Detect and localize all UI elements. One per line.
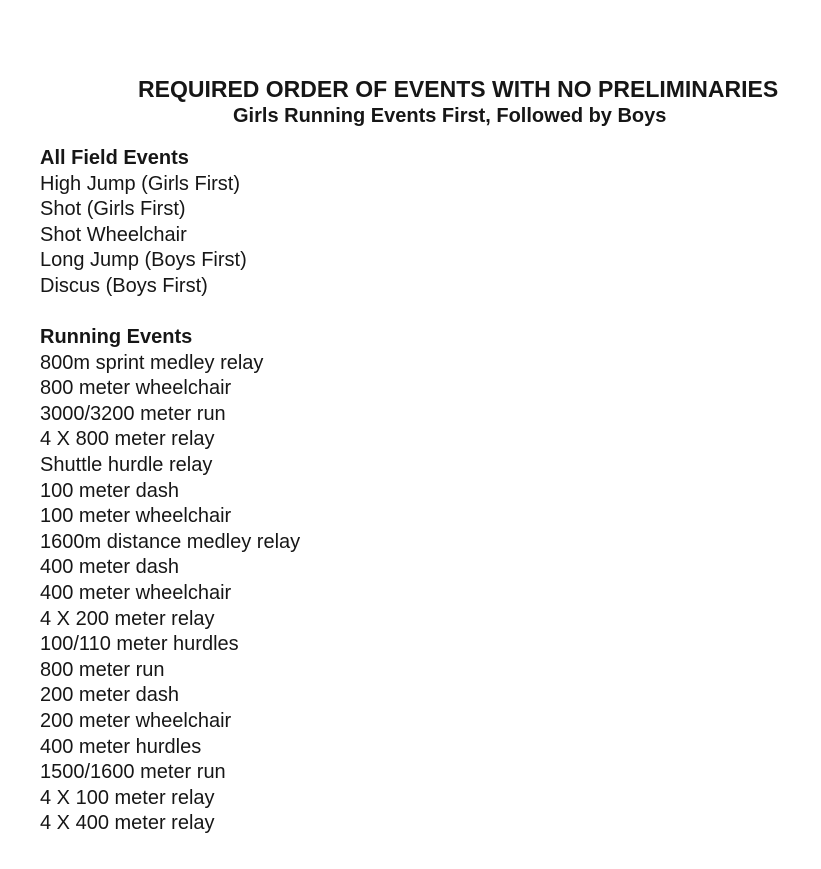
- running-event-item: 4 X 400 meter relay: [40, 812, 215, 835]
- running-event-item: 400 meter dash: [40, 556, 179, 579]
- field-events-heading: All Field Events: [40, 147, 189, 169]
- running-event-item: 200 meter dash: [40, 684, 179, 707]
- running-event-item: 1600m distance medley relay: [40, 530, 301, 553]
- running-event-item: 100 meter dash: [40, 479, 179, 502]
- running-event-item: 100/110 meter hurdles: [40, 633, 239, 656]
- document-title: REQUIRED ORDER OF EVENTS WITH NO PRELIMINARIES: [138, 76, 779, 102]
- running-event-item: 400 meter wheelchair: [40, 581, 232, 604]
- field-events-list: [40, 172, 247, 300]
- field-event-item: Long Jump (Boys First): [40, 249, 247, 272]
- field-event-item: Discus (Boys First): [40, 274, 208, 297]
- running-event-item: 4 X 200 meter relay: [40, 607, 215, 630]
- field-event-item: Shot (Girls First): [40, 198, 186, 221]
- running-event-item: 200 meter wheelchair: [40, 709, 232, 732]
- field-events-section: [40, 146, 247, 300]
- document-subtitle: Girls Running Events First, Followed by Boys: [233, 105, 667, 127]
- running-events-section: [40, 325, 300, 837]
- running-event-item: 4 X 800 meter relay: [40, 428, 215, 451]
- running-event-item: 100 meter wheelchair: [40, 505, 232, 528]
- running-event-item: 800 meter run: [40, 658, 165, 681]
- running-event-item: 1500/1600 meter run: [40, 761, 226, 784]
- running-event-item: 4 X 100 meter relay: [40, 786, 215, 809]
- field-event-item: Shot Wheelchair: [40, 223, 187, 246]
- running-events-heading: Running Events: [40, 326, 193, 348]
- running-events-list: [40, 351, 300, 837]
- running-event-item: 400 meter hurdles: [40, 735, 202, 758]
- running-event-item: Shuttle hurdle relay: [40, 453, 213, 476]
- running-event-item: 800 meter wheelchair: [40, 377, 232, 400]
- field-event-item: High Jump (Girls First): [40, 172, 241, 195]
- running-event-item: 800m sprint medley relay: [40, 351, 264, 374]
- running-event-item: 3000/3200 meter run: [40, 402, 226, 425]
